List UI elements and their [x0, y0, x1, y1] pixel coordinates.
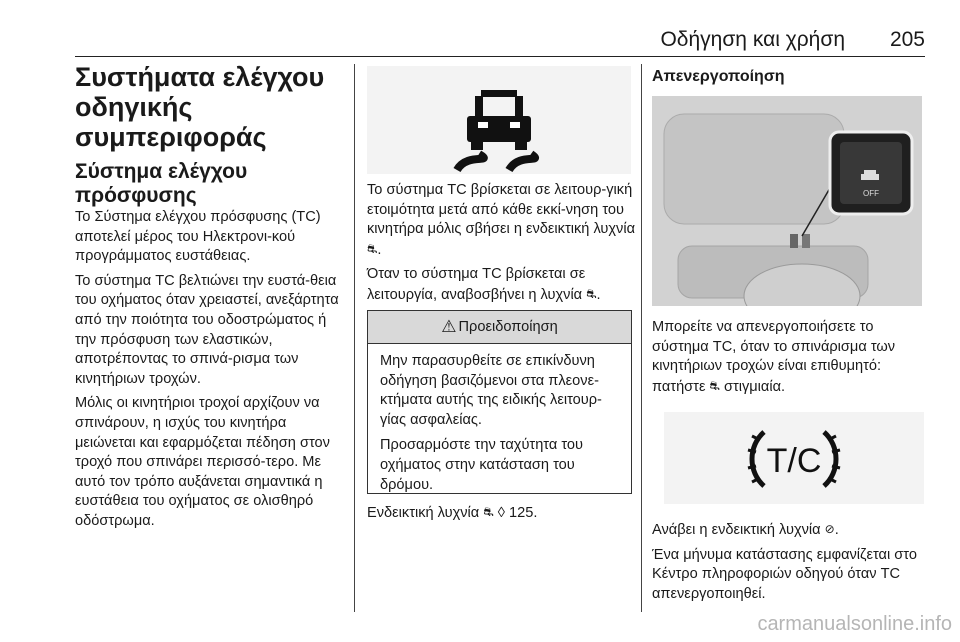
traction-control-figure [367, 66, 631, 174]
paragraph: Όταν το σύστημα TC βρίσκεται σε λειτουργία, αναβοσβήνει η λυχνία ⛐. [367, 266, 601, 303]
paragraph: Μόλις οι κινητήριοι τροχοί αρχίζουν να σπινάρουν, η ισχύς του κινητήρα μειώνεται και εφαρμόζεται πέδηση στον τροχό που σπινάρει περισσό-τερο. Με αυτό τον τρόπο αυξάνεται σημαντικά η ευστάθεια του οχήματος σε ολισθηρό οδόστρωμα. [75, 395, 330, 529]
tc-lamp-icon: ⛐ [483, 505, 494, 519]
page-header [75, 26, 925, 57]
deactivation-heading: Απενεργοποίηση [652, 68, 785, 85]
reference-arrow-icon: ◊ [497, 505, 505, 521]
warning-header [368, 311, 631, 344]
column-divider [641, 64, 642, 612]
warning-icon: ⚠ [441, 317, 457, 336]
header-title: Οδήγηση και χρήση [660, 28, 845, 51]
paragraph: Μπορείτε να απενεργοποιήσετε το σύστημα TC, όταν το σπινάρισμα των κινητήριων τροχών είναι επιθυμητό: πατήστε ⛐ στιγμιαία. [652, 319, 896, 395]
watermark: carmanualsonline.info [757, 613, 952, 635]
console-photo [652, 96, 922, 306]
warning-text: Προσαρμόστε την ταχύτητα του οχήματος στην κατάσταση του δρόμου. [380, 437, 584, 493]
paragraph: Ανάβει η ενδεικτική λυχνία ⊘. [652, 522, 839, 538]
middle-text-top [367, 181, 635, 311]
paragraph: Το Σύστημα ελέγχου πρόσφυσης (TC) αποτελεί μέρος του Ηλεκτρονι-κού προγράμματος ευστάθειας. [75, 209, 321, 265]
section-title: Συστήματα ελέγχου οδηγικής συμπεριφοράς [75, 62, 325, 152]
warning-body [368, 344, 631, 509]
paragraph: Το σύστημα TC βελτιώνει την ευστά-θεια του οχήματος όταν χρειαστεί, ανεξάρτητα από την ποιότητα του οδοστρώματος ή την πρόσφυση των ελαστικών, αποτρέποντας το σπινά-ρισμα των κινητήριων τροχών. [75, 272, 339, 387]
left-body [75, 208, 345, 537]
off-button-label: OFF [863, 189, 879, 198]
tc-button-icon: ⛐ [709, 378, 720, 393]
column-divider [354, 64, 355, 612]
warning-title: Προειδοποίηση [458, 319, 558, 335]
tc-text: T/C [766, 442, 822, 480]
reference-line: Ενδεικτική λυχνία ⛐ ◊ 125. [367, 505, 538, 521]
tc-lamp-icon: ⛐ [367, 241, 378, 256]
skidding-car-icon [367, 66, 631, 174]
right-text-top [652, 318, 924, 402]
tc-off-lamp-icon: ⊘ [824, 522, 835, 536]
tc-off-figure [664, 412, 924, 504]
tc-lamp-icon: ⛐ [586, 286, 597, 301]
page-number: 205 [889, 28, 925, 51]
tc-off-indicator-icon [664, 412, 924, 504]
warning-text: Μην παρασυρθείτε σε επικίνδυνη οδήγηση βασιζόμενοι στα πλεονε-κτήματα αυτής της ειδικής λειτουρ-γίας ασφαλείας. [380, 353, 602, 428]
right-text-bottom [652, 520, 924, 609]
reference-page: 125. [509, 505, 538, 521]
warning-box [367, 310, 632, 494]
console-illustration [652, 96, 922, 306]
paragraph: Ένα μήνυμα κατάστασης εμφανίζεται στο Κέντρο πληροφοριών οδηγού όταν TC απενεργοποιηθεί. [652, 546, 917, 602]
subsection-title: Σύστημα ελέγχου πρόσφυσης [75, 160, 248, 207]
paragraph: Το σύστημα TC βρίσκεται σε λειτουρ-γική ετοιμότητα μετά από κάθε εκκί-νηση του κινητήρα μόλις σβήσει η ενδεικτική λυχνία ⛐. [367, 182, 636, 258]
